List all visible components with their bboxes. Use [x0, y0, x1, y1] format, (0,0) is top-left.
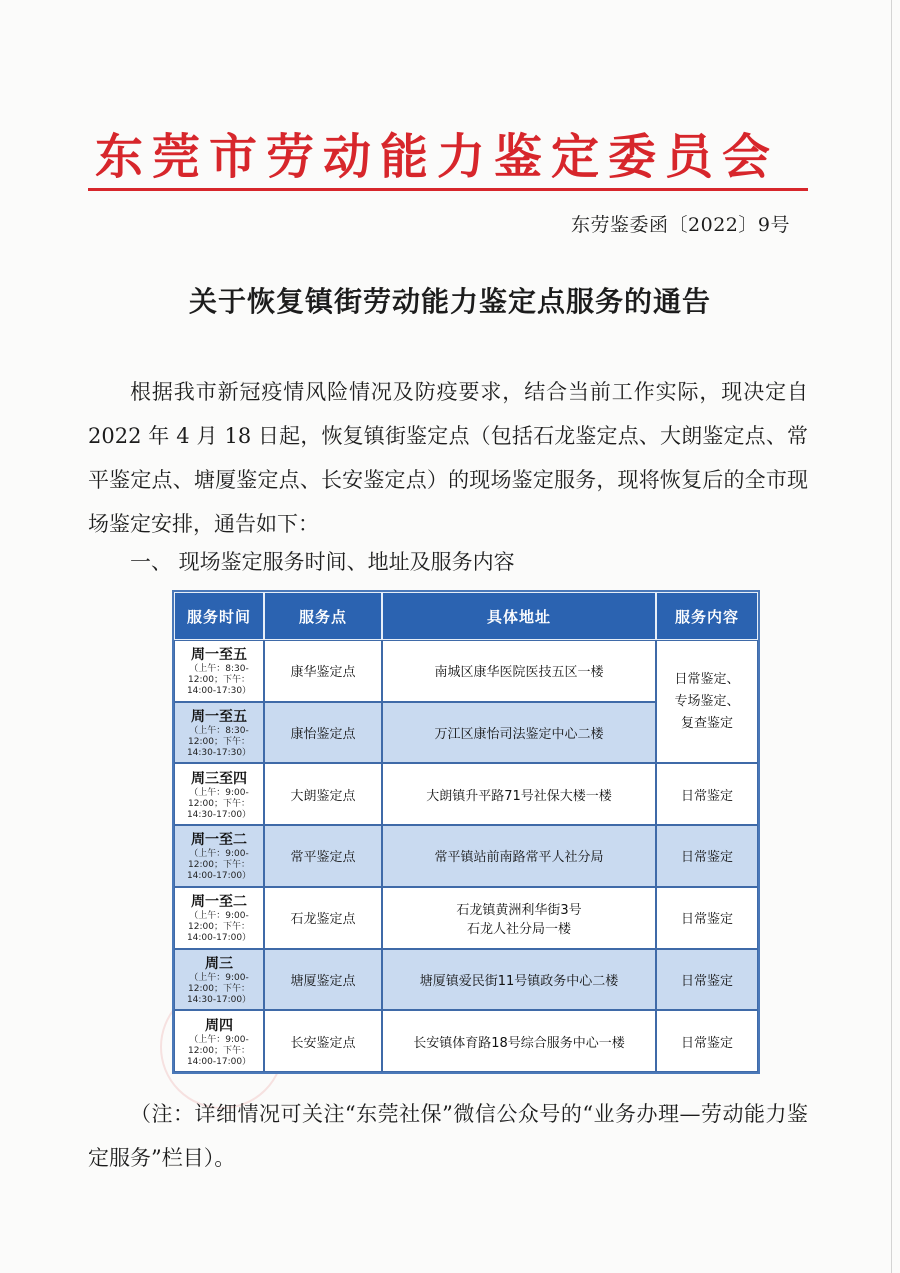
service-point-cell: 康怡鉴定点 — [264, 702, 382, 764]
document-number: 东劳鉴委函〔2022〕9号 — [571, 214, 790, 236]
service-line: 复查鉴定 — [680, 715, 733, 731]
service-content-cell: 日常鉴定 — [656, 763, 758, 825]
service-point-cell: 长安鉴定点 — [264, 1010, 382, 1072]
time-cell — [174, 702, 264, 764]
merged-service-cell — [656, 640, 758, 763]
time-cell — [174, 887, 264, 949]
address-cell — [382, 887, 656, 949]
section-heading: 一、 现场鉴定服务时间、地址及服务内容 — [130, 550, 515, 574]
body-paragraph: 根据我市新冠疫情风险情况及防疫要求，结合当前工作实际，现决定自 2022 年 4 月 18 日起，恢复镇街鉴定点（包括石龙鉴定点、大朗鉴定点、常平鉴定点、塘厦鉴定点、长安鉴定点）的现场鉴定服务，现将恢复后的全市现场鉴定安排，通告如下： — [88, 380, 808, 536]
service-days: 周一至二 — [191, 832, 247, 849]
address-cell: 万江区康怡司法鉴定中心二楼 — [382, 702, 656, 764]
address-cell: 长安镇体育路18号综合服务中心一楼 — [382, 1010, 656, 1072]
table-row — [174, 1010, 758, 1072]
service-hours: （上午：9:00-12:00；下午：14:30-17:00） — [186, 972, 252, 1005]
service-point-cell: 塘厦鉴定点 — [264, 949, 382, 1011]
header-address: 具体地址 — [382, 592, 656, 640]
header-service-time: 服务时间 — [174, 592, 264, 640]
service-days: 周一至二 — [191, 894, 247, 911]
address-cell: 塘厦镇爱民街11号镇政务中心二楼 — [382, 949, 656, 1011]
time-cell — [174, 825, 264, 887]
table-row — [174, 949, 758, 1011]
red-divider-line — [88, 188, 808, 191]
address-line: 石龙镇黄洲利华街3号 — [456, 902, 582, 918]
service-hours: （上午：9:00-12:00；下午：14:30-17:00） — [186, 787, 252, 820]
footnote-paragraph: （注：详细情况可关注“东莞社保”微信公众号的“业务办理—劳动能力鉴定服务”栏目）。 — [88, 1102, 808, 1170]
service-schedule-table-wrapper — [172, 590, 756, 1074]
service-content-cell: 日常鉴定 — [656, 825, 758, 887]
service-point-cell: 石龙鉴定点 — [264, 887, 382, 949]
service-days: 周四 — [205, 1017, 233, 1034]
table-row — [174, 825, 758, 887]
table-row — [174, 763, 758, 825]
service-hours: （上午：9:00-12:00；下午：14:00-17:00） — [186, 911, 252, 944]
service-content-cell: 日常鉴定 — [656, 887, 758, 949]
service-content-cell: 日常鉴定 — [656, 1010, 758, 1072]
service-days: 周一至五 — [191, 709, 247, 726]
service-point-cell: 常平鉴定点 — [264, 825, 382, 887]
service-hours: （上午：8:30-12:00；下午：14:00-17:30） — [186, 664, 252, 697]
address-cell: 常平镇站前南路常平人社分局 — [382, 825, 656, 887]
notice-title: 关于恢复镇街劳动能力鉴定点服务的通告 — [188, 285, 711, 318]
service-hours: （上午：9:00-12:00；下午：14:00-17:00） — [186, 1034, 252, 1067]
time-cell — [174, 1010, 264, 1072]
service-line: 专场鉴定、 — [674, 693, 740, 709]
time-cell — [174, 763, 264, 825]
service-line: 日常鉴定、 — [674, 671, 740, 687]
service-days: 周三至四 — [191, 770, 247, 787]
time-cell — [174, 640, 264, 702]
table-row — [174, 640, 758, 702]
service-days: 周一至五 — [191, 647, 247, 664]
service-point-cell: 康华鉴定点 — [264, 640, 382, 702]
organization-title: 东莞市劳动能力鉴定委员会 — [95, 129, 780, 185]
service-hours: （上午：9:00-12:00；下午：14:00-17:00） — [186, 849, 252, 882]
address-line: 石龙人社分局一楼 — [466, 921, 571, 937]
service-hours: （上午：8:30-12:00；下午：14:30-17:30） — [186, 726, 252, 759]
address-cell: 南城区康华医院医技五区一楼 — [382, 640, 656, 702]
header-service-content: 服务内容 — [656, 592, 758, 640]
service-schedule-table — [172, 590, 760, 1074]
table-row — [174, 887, 758, 949]
header-service-point: 服务点 — [264, 592, 382, 640]
service-days: 周三 — [205, 955, 233, 972]
address-cell: 大朗镇升平路71号社保大楼一楼 — [382, 763, 656, 825]
service-content-cell: 日常鉴定 — [656, 949, 758, 1011]
time-cell — [174, 949, 264, 1011]
table-header-row — [174, 592, 758, 640]
page-edge-line — [891, 0, 892, 1273]
service-point-cell: 大朗鉴定点 — [264, 763, 382, 825]
